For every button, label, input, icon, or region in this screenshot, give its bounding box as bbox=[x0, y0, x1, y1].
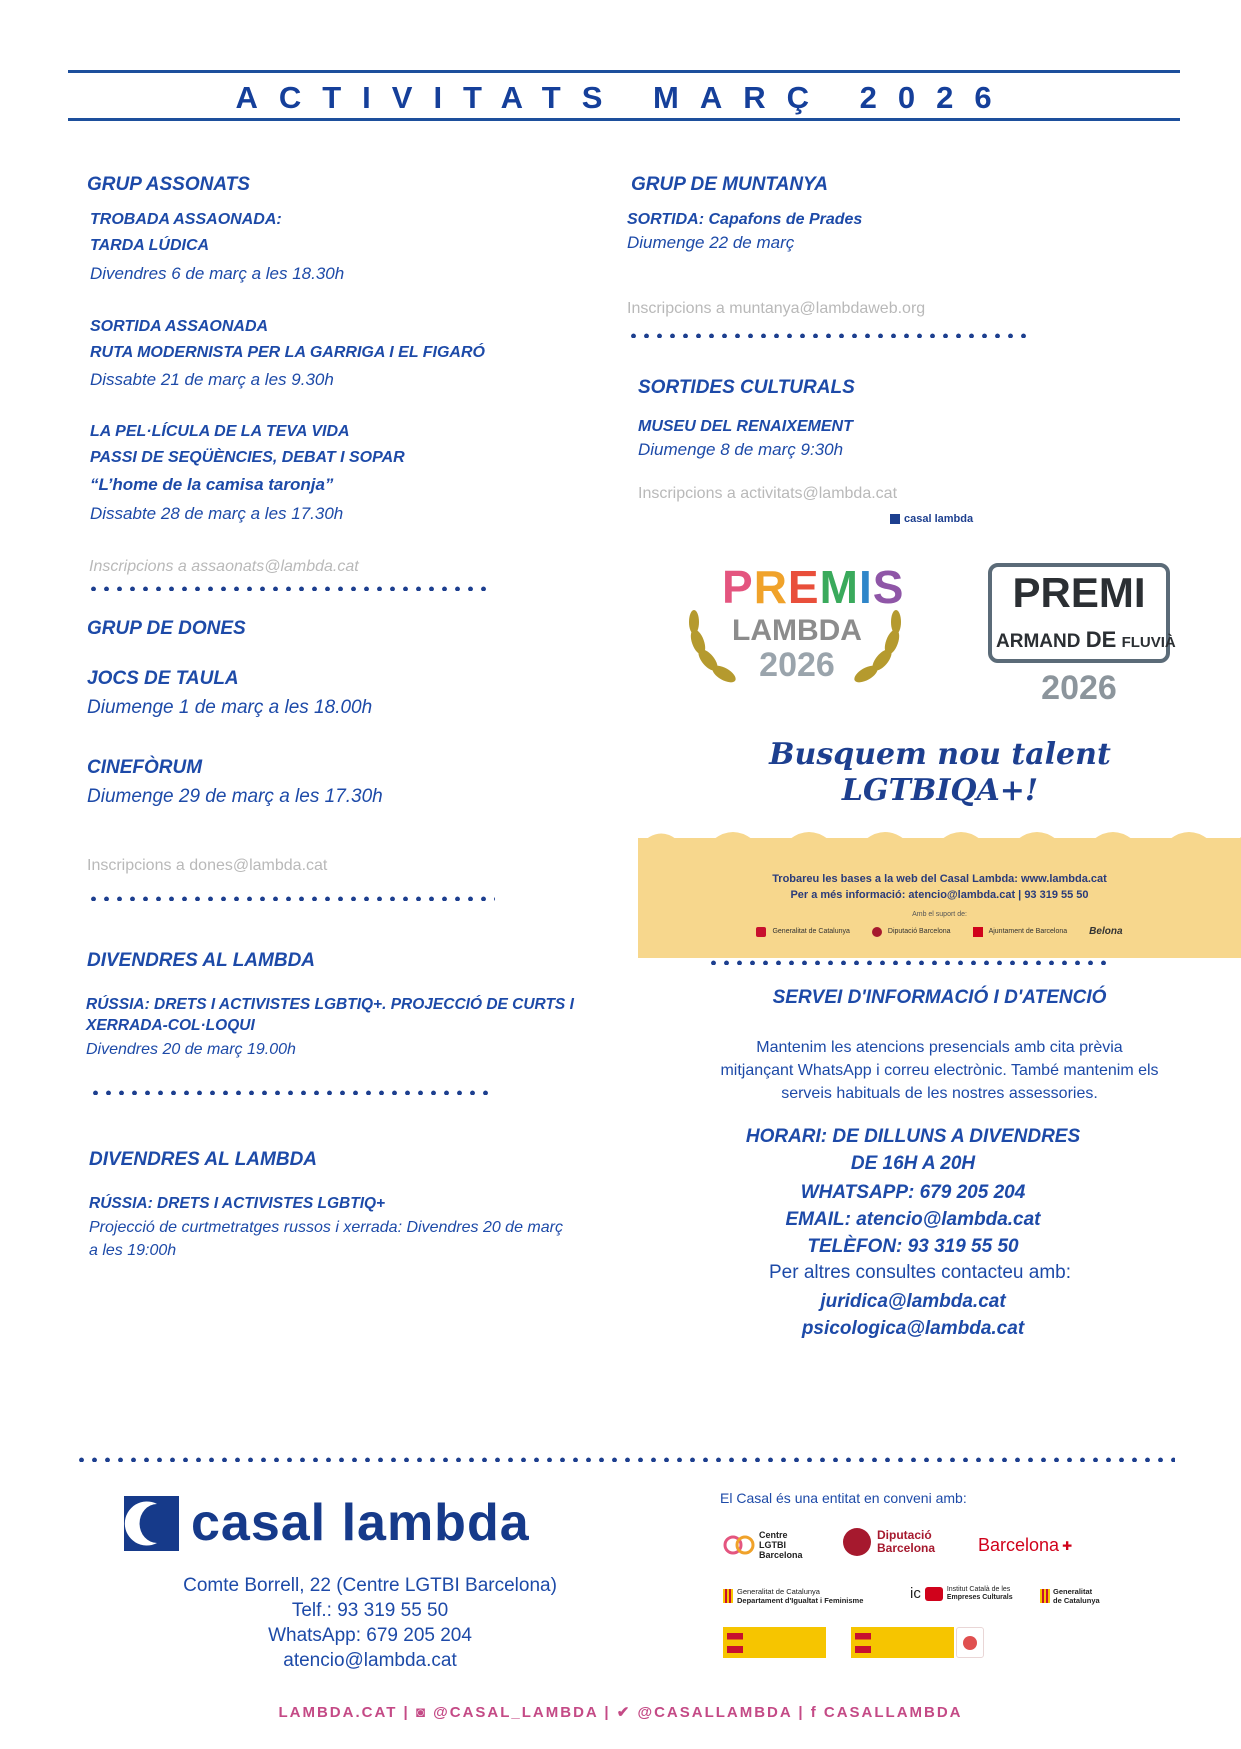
senyera-icon bbox=[723, 1589, 733, 1603]
diputacio-icon bbox=[843, 1528, 871, 1556]
dotted-divider bbox=[627, 333, 1032, 338]
assonats-event3-line1: LA PEL·LÍCULA DE LA TEVA VIDA bbox=[90, 423, 350, 440]
premi-year: 2026 bbox=[1041, 669, 1117, 707]
divendres-heading-1: DIVENDRES AL LAMBDA bbox=[87, 950, 316, 971]
casal-lambda-logo bbox=[124, 1493, 530, 1553]
divendres1-date: Divendres 20 de març 19.00h bbox=[86, 1041, 296, 1058]
senyera-icon bbox=[1040, 1589, 1050, 1603]
contact-block bbox=[638, 1179, 1188, 1260]
partner-generalitat: Generalitat de Catalunya bbox=[1040, 1587, 1100, 1605]
footer-whatsapp: WhatsApp: 679 205 204 bbox=[268, 1625, 472, 1646]
rainbow-rings-icon bbox=[723, 1533, 755, 1557]
conveni-text: El Casal és una entitat en conveni amb: bbox=[720, 1490, 967, 1506]
casal-lambda-wordmark: casal lambda bbox=[191, 1494, 530, 1552]
muntanya-inscriptions: Inscripcions a muntanya@lambdaweb.org bbox=[627, 300, 926, 317]
divendres2-desc2: a les 19:00h bbox=[89, 1242, 177, 1259]
spain-crest-icon bbox=[855, 1633, 871, 1653]
divendres2-line1: RÚSSIA: DRETS I ACTIVISTES LGBTIQ+ bbox=[89, 1195, 386, 1212]
horari: HORARI: DE DILLUNS A DIVENDRES DE 16H A 20H bbox=[745, 1126, 1081, 1174]
bases-text: Trobareu les bases a la web del Casal Lambda: www.lambda.cat bbox=[772, 873, 1107, 885]
psicologica-email[interactable]: psicologica@lambda.cat bbox=[801, 1318, 1025, 1339]
premi-word: PREMI bbox=[1012, 569, 1146, 616]
footer-address-block bbox=[140, 1573, 600, 1673]
muntanya-date: Diumenge 22 de març bbox=[627, 233, 795, 252]
header-rule-bottom bbox=[68, 118, 1180, 121]
partner-ministerio-cultura bbox=[851, 1627, 954, 1658]
premi-armand-logo bbox=[988, 563, 1176, 713]
partner-diputacio: Diputació Barcelona bbox=[843, 1528, 935, 1556]
partner-extra-emblem bbox=[956, 1627, 984, 1658]
whatsapp-line: WHATSAPP: 679 205 204 bbox=[800, 1182, 1026, 1203]
social-links[interactable]: LAMBDA.CAT | ◙ @CASAL_LAMBDA | ✔ @CASALLAMBDA | f CASALLAMBDA bbox=[278, 1704, 963, 1721]
dones-event1-title: JOCS DE TAULA bbox=[87, 668, 239, 689]
assonats-event2-line2: RUTA MODERNISTA PER LA GARRIGA I EL FIGARÓ bbox=[90, 344, 485, 361]
email-line[interactable]: EMAIL: atencio@lambda.cat bbox=[785, 1209, 1041, 1230]
sponsor-ajuntament: Ajuntament de Barcelona bbox=[973, 926, 1068, 937]
assonats-event1-line2: TARDA LÚDICA bbox=[90, 237, 210, 254]
sponsor-belona: Belona bbox=[1089, 926, 1123, 937]
partner-gobierno-igualdad bbox=[723, 1627, 826, 1658]
footer-address: Comte Borrell, 22 (Centre LGTBI Barcelona) bbox=[183, 1575, 557, 1596]
dones-event1-date: Diumenge 1 de març a les 18.00h bbox=[87, 697, 373, 718]
partner-icec: ic Institut Català de les Empreses Culturals bbox=[910, 1585, 1013, 1602]
assonats-event3-date: Dissabte 28 de març a les 17.30h bbox=[90, 504, 344, 523]
icec-icon bbox=[925, 1587, 943, 1601]
footer-dotted-divider bbox=[75, 1457, 1175, 1462]
diputacio-icon bbox=[872, 927, 882, 937]
lambda-square-icon bbox=[890, 514, 900, 524]
suport-text: Amb el suport de: bbox=[912, 911, 967, 918]
culturals-heading: SORTIDES CULTURALS bbox=[638, 377, 855, 398]
casal-lambda-mark-icon bbox=[124, 1496, 179, 1551]
sponsor-generalitat: Generalitat de Catalunya bbox=[756, 926, 849, 937]
premis-info-card bbox=[638, 838, 1241, 958]
divendres1-line2: XERRADA-COL·LOQUI bbox=[86, 1017, 255, 1034]
culturals-inscriptions: Inscripcions a activitats@lambda.cat bbox=[638, 485, 898, 502]
dones-inscriptions: Inscripcions a dones@lambda.cat bbox=[87, 857, 328, 874]
footer-email[interactable]: atencio@lambda.cat bbox=[283, 1650, 457, 1671]
sponsor-row bbox=[638, 926, 1241, 937]
sponsor-diputacio: Diputació Barcelona bbox=[872, 926, 951, 937]
busquem-talent: Busquem nou talent LGTBIQA+! bbox=[769, 737, 1111, 808]
dotted-divider bbox=[87, 896, 495, 901]
dones-event2-date: Diumenge 29 de març a les 17.30h bbox=[87, 786, 383, 807]
assonats-heading: GRUP ASSONATS bbox=[87, 174, 250, 195]
header-rule-top bbox=[68, 70, 1180, 73]
telefon-line: TELÈFON: 93 319 55 50 bbox=[807, 1236, 1019, 1257]
extra-contacts bbox=[638, 1288, 1188, 1342]
page-title: ACTIVITATS MARÇ 2026 bbox=[235, 80, 1013, 115]
barcelona-cross-icon: ✚ bbox=[1062, 1538, 1073, 1553]
divendres2-desc1: Projecció de curtmetratges russos i xerrada: Divendres 20 de març bbox=[89, 1219, 563, 1236]
divendres-heading-2: DIVENDRES AL LAMBDA bbox=[89, 1149, 318, 1170]
dotted-divider bbox=[89, 1090, 495, 1095]
assonats-event1-date: Divendres 6 de març a les 18.30h bbox=[90, 264, 345, 283]
armand-line: ARMAND DE FLUVIÀ bbox=[996, 627, 1176, 652]
spain-crest-icon bbox=[727, 1633, 743, 1653]
divendres1-line1: RÚSSIA: DRETS I ACTIVISTES LGBTIQ+. PROJECCIÓ DE CURTS I bbox=[86, 996, 574, 1013]
dones-heading: GRUP DE DONES bbox=[87, 618, 246, 639]
ajuntament-icon bbox=[973, 927, 983, 937]
partner-generalitat-igualtat: Generalitat de Catalunya Departament d'Igualtat i Feminisme bbox=[723, 1587, 863, 1605]
info-text: Per a més informació: atencio@lambda.cat | 93 319 55 50 bbox=[790, 889, 1089, 901]
muntanya-heading: GRUP DE MUNTANYA bbox=[631, 174, 829, 195]
assonats-event2-line1: SORTIDA ASSAONADA bbox=[90, 318, 269, 335]
assonats-event3-line2: PASSI DE SEQÜÈNCIES, DEBAT I SOPAR bbox=[90, 449, 405, 466]
altres-consultes: Per altres consultes contacteu amb: bbox=[768, 1262, 1072, 1283]
footer-phone: Telf.: 93 319 55 50 bbox=[291, 1600, 449, 1621]
partner-barcelona: Barcelona ✚ bbox=[978, 1535, 1073, 1555]
servei-paragraph: Mantenim les atencions presencials amb cita prèvia mitjançant WhatsApp i correu electrònic. També mantenim els serveis habituals de les nostres assessories. bbox=[720, 1039, 1159, 1102]
dones-event2-title: CINEFÒRUM bbox=[87, 757, 203, 778]
assonats-inscriptions: Inscripcions a assaonats@lambda.cat bbox=[89, 558, 359, 575]
dotted-divider bbox=[707, 960, 1113, 965]
premis-lambda-logo bbox=[680, 560, 910, 710]
juridica-email[interactable]: juridica@lambda.cat bbox=[820, 1291, 1006, 1312]
assonats-event2-date: Dissabte 21 de març a les 9.30h bbox=[90, 370, 334, 389]
muntanya-title: SORTIDA: Capafons de Prades bbox=[627, 211, 863, 228]
premis-word: PREMIS bbox=[722, 561, 905, 613]
emblem-icon bbox=[963, 1636, 977, 1650]
culturals-date: Diumenge 8 de març 9:30h bbox=[638, 440, 844, 459]
assonats-event3-line3: “L’home de la camisa taronja” bbox=[90, 475, 334, 494]
servei-heading: SERVEI D'INFORMACIÓ I D'ATENCIÓ bbox=[772, 987, 1107, 1008]
generalitat-icon bbox=[756, 927, 766, 937]
assonats-event1-line1: TROBADA ASSAONADA: bbox=[90, 211, 282, 228]
dotted-divider bbox=[87, 586, 490, 591]
casal-lambda-mini-logo: casal lambda bbox=[890, 513, 973, 525]
premis-year: 2026 bbox=[759, 646, 835, 684]
partner-centre-lgtbi: Centre LGTBI Barcelona bbox=[723, 1530, 803, 1560]
culturals-title: MUSEU DEL RENAIXEMENT bbox=[638, 418, 853, 435]
lambda-word: LAMBDA bbox=[732, 614, 862, 647]
